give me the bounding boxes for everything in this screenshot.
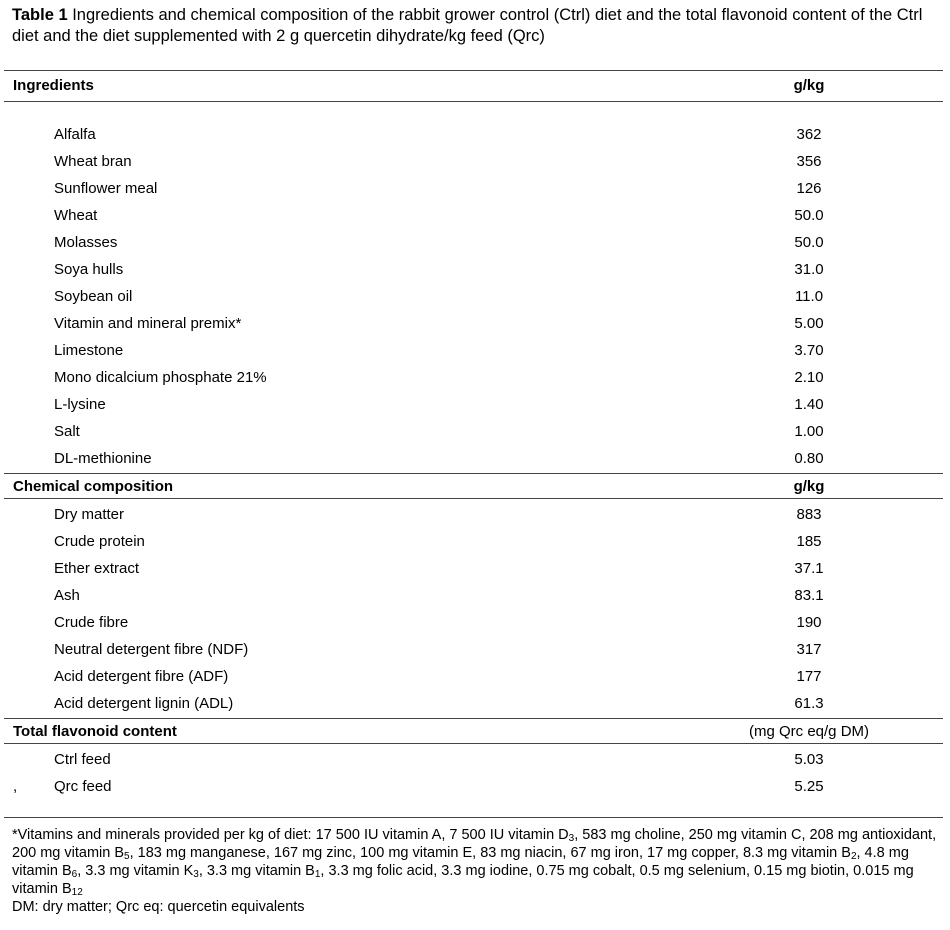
section-unit: (mg Qrc eq/g DM) [749, 723, 870, 740]
abbreviation-footnote: DM: dry matter; Qrc eq: quercetin equivalents [12, 899, 305, 915]
table-row-label: Crude protein [54, 533, 145, 550]
footnote-subscript: 3 [193, 869, 199, 880]
table-row-label: Mono dicalcium phosphate 21% [54, 369, 267, 386]
table-row-label: Molasses [54, 234, 118, 251]
footnote-text: , 183 mg manganese, 167 mg zinc, 100 mg vitamin E, 83 mg niacin, 67 mg iron, 17 mg copper, 8.3 mg vitamin B [129, 845, 851, 861]
row-prefix-mark: , [13, 778, 18, 795]
footnote-subscript: 5 [124, 851, 130, 862]
table-row-value: 317 [796, 641, 822, 658]
table-row-label: Alfalfa [54, 126, 96, 143]
table-row-value: 362 [796, 126, 822, 143]
table-row-value: 61.3 [794, 695, 824, 712]
footnote-text: , 3.3 mg folic acid, 3.3 mg iodine, 0.75 mg cobalt, 0.5 mg selenium, 0.15 mg biotin, 0.015 mg vitamin B [12, 863, 914, 897]
table-row-label: DL-methionine [54, 450, 152, 467]
table-row-value: 185 [796, 533, 822, 550]
table-row-label: Ash [54, 587, 80, 604]
footnote-subscript: 2 [850, 851, 857, 862]
table-row-value: 1.00 [794, 423, 824, 440]
table-row-value: 11.0 [794, 288, 824, 305]
table-row-label: Soya hulls [54, 261, 124, 278]
footnote-subscript: 12 [71, 887, 83, 898]
footnote-text: , 583 mg choline, 250 mg vitamin C, 208 mg antioxidant, 200 mg vitamin B [12, 827, 937, 861]
footnote-text: , 3.3 mg vitamin K [77, 863, 194, 879]
table-row-label: Acid detergent lignin (ADL) [54, 695, 234, 712]
table-row-label: Ether extract [54, 560, 140, 577]
table-row-label: Limestone [54, 342, 124, 359]
table-row-value: 2.10 [794, 369, 824, 386]
table-row-value: 37.1 [794, 560, 824, 577]
table-row-value: 883 [796, 506, 822, 523]
footnote-text: , 3.3 mg vitamin B [198, 863, 315, 879]
section-top-rule [4, 473, 943, 474]
table-row-value: 5.03 [794, 751, 824, 768]
section-header: Ingredients [13, 77, 94, 94]
table-row-value: 50.0 [794, 234, 824, 251]
premix-footnote [12, 826, 942, 898]
section-header-rule [4, 498, 943, 499]
section-top-rule [4, 718, 943, 719]
table-label: Table 1 [12, 6, 68, 24]
table-row-label: Wheat [54, 207, 98, 224]
header-bottom-rule [4, 101, 943, 102]
section-unit: g/kg [793, 77, 825, 94]
table-row-label: Dry matter [54, 506, 125, 523]
footnotes [12, 826, 942, 916]
table-row-label: Soybean oil [54, 288, 133, 305]
footnote-subscript: 3 [568, 833, 575, 844]
table-row-value: 50.0 [794, 207, 824, 224]
table-row-label: Qrc feed [54, 778, 112, 795]
section-header: Total flavonoid content [13, 723, 177, 740]
table-row-label: L-lysine [54, 396, 106, 413]
footnote-text: *Vitamins and minerals provided per kg of diet: 17 500 IU vitamin A, 7 500 IU vitamin D [12, 827, 569, 843]
table-row-value: 356 [796, 153, 822, 170]
table-row-value: 1.40 [794, 396, 824, 413]
table-bottom-rule [4, 817, 943, 818]
section-unit: g/kg [793, 478, 825, 495]
table-row-value: 3.70 [794, 342, 824, 359]
section-header: Chemical composition [13, 478, 174, 495]
table-row-label: Ctrl feed [54, 751, 111, 768]
table-row-value: 5.25 [794, 778, 824, 795]
table-row-value: 126 [796, 180, 822, 197]
table-row-value: 190 [796, 614, 822, 631]
table-caption [12, 5, 940, 47]
caption-text: Ingredients and chemical composition of the rabbit grower control (Ctrl) diet and the total flavonoid content of the Ctrl diet and the diet supplemented with 2 g quercetin dihydrate/kg feed (Qrc) [12, 6, 923, 45]
table-row-value: 0.80 [794, 450, 824, 467]
table-top-rule [4, 70, 943, 71]
table-row-value: 5.00 [794, 315, 824, 332]
footnote-subscript: 1 [314, 869, 321, 880]
table-row-label: Crude fibre [54, 614, 129, 631]
table-row-label: Sunflower meal [54, 180, 158, 197]
table-row-value: 83.1 [794, 587, 824, 604]
footnote-text: , 4.8 mg vitamin B [12, 845, 909, 879]
table-row-value: 177 [796, 668, 822, 685]
footnote-subscript: 6 [71, 869, 78, 880]
table-row-label: Acid detergent fibre (ADF) [54, 668, 229, 685]
table-row-label: Salt [54, 423, 80, 440]
table-row-value: 31.0 [794, 261, 824, 278]
table-row-label: Neutral detergent fibre (NDF) [54, 641, 249, 658]
table-row-label: Vitamin and mineral premix* [54, 315, 242, 332]
table-row-label: Wheat bran [54, 153, 132, 170]
section-header-rule [4, 743, 943, 744]
